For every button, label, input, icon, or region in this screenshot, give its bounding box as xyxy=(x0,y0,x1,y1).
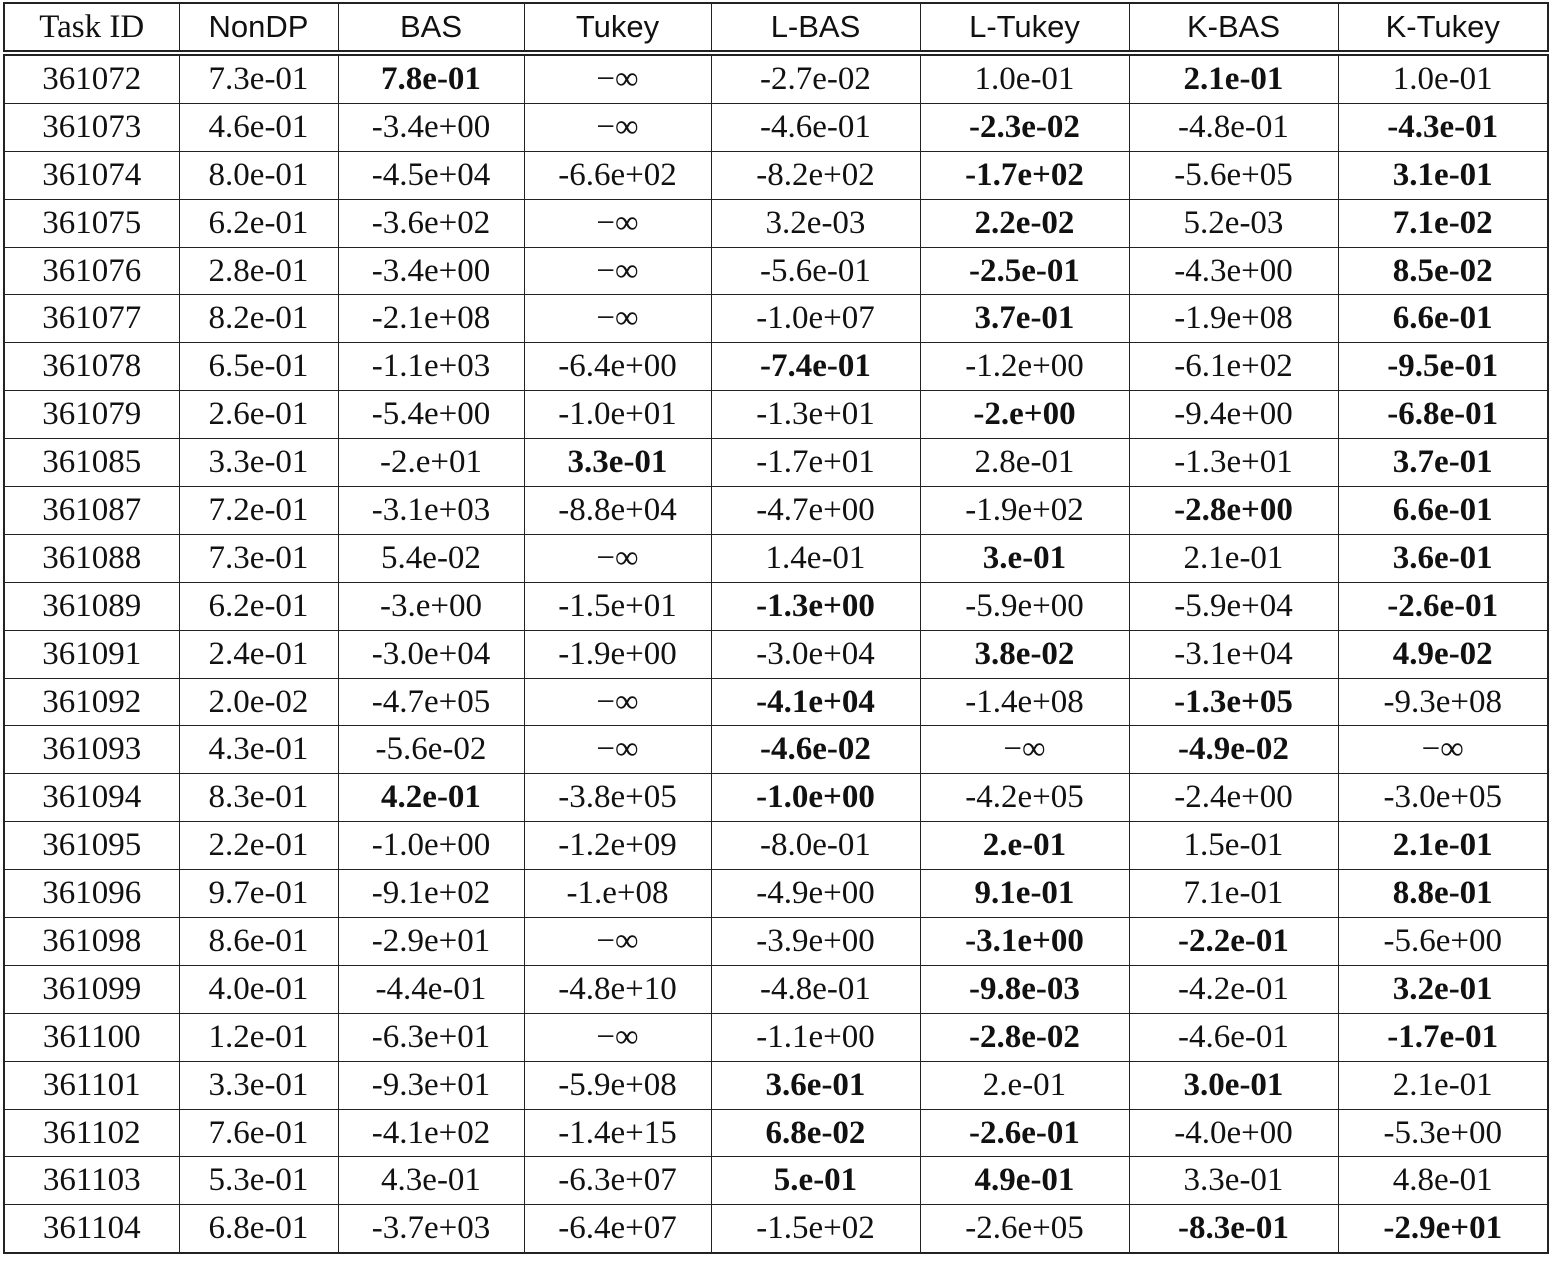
task-id-cell: 361079 xyxy=(4,391,179,439)
value-cell: 6.6e-01 xyxy=(1338,295,1548,343)
value-cell: -3.1e+03 xyxy=(338,487,524,535)
value-cell: 8.5e-02 xyxy=(1338,247,1548,295)
value-cell: 3.2e-01 xyxy=(1338,965,1548,1013)
value-cell: 4.6e-01 xyxy=(179,103,338,151)
table-row xyxy=(4,487,1548,535)
task-id-cell: 361102 xyxy=(4,1109,179,1157)
value-cell: -4.5e+04 xyxy=(338,151,524,199)
table-row xyxy=(4,774,1548,822)
value-cell: -1.e+08 xyxy=(524,870,711,918)
value-cell: -3.e+00 xyxy=(338,582,524,630)
value-cell: 2.e-01 xyxy=(920,1061,1129,1109)
value-cell: 3.7e-01 xyxy=(920,295,1129,343)
value-cell: 3.3e-01 xyxy=(179,1061,338,1109)
value-cell: -6.3e+01 xyxy=(338,1013,524,1061)
value-cell: -9.1e+02 xyxy=(338,870,524,918)
value-cell: 3.0e-01 xyxy=(1129,1061,1338,1109)
table-row xyxy=(4,1157,1548,1205)
value-cell: -3.4e+00 xyxy=(338,247,524,295)
value-cell: -9.8e-03 xyxy=(920,965,1129,1013)
value-cell: -1.3e+01 xyxy=(711,391,920,439)
value-cell: -4.7e+00 xyxy=(711,487,920,535)
task-id-cell: 361087 xyxy=(4,487,179,535)
value-cell: 2.1e-01 xyxy=(1129,534,1338,582)
task-id-cell: 361092 xyxy=(4,678,179,726)
value-cell: -1.7e+02 xyxy=(920,151,1129,199)
value-cell: -1.7e-01 xyxy=(1338,1013,1548,1061)
value-cell: 3.3e-01 xyxy=(179,439,338,487)
value-cell: -2.5e-01 xyxy=(920,247,1129,295)
value-cell: 4.9e-01 xyxy=(920,1157,1129,1205)
value-cell: 2.6e-01 xyxy=(179,391,338,439)
value-cell: -1.5e+02 xyxy=(711,1205,920,1253)
task-id-cell: 361085 xyxy=(4,439,179,487)
task-id-cell: 361099 xyxy=(4,965,179,1013)
value-cell: -6.4e+07 xyxy=(524,1205,711,1253)
value-cell: -2.8e-02 xyxy=(920,1013,1129,1061)
task-id-cell: 361093 xyxy=(4,726,179,774)
value-cell: −∞ xyxy=(524,103,711,151)
value-cell: -1.1e+00 xyxy=(711,1013,920,1061)
table-row xyxy=(4,391,1548,439)
value-cell: 2.1e-01 xyxy=(1129,53,1338,103)
value-cell: -2.4e+00 xyxy=(1129,774,1338,822)
task-id-cell: 361103 xyxy=(4,1157,179,1205)
value-cell: -4.1e+04 xyxy=(711,678,920,726)
header-row xyxy=(4,3,1548,53)
value-cell: -2.6e-01 xyxy=(920,1109,1129,1157)
value-cell: 7.3e-01 xyxy=(179,534,338,582)
value-cell: -9.5e-01 xyxy=(1338,343,1548,391)
table-row xyxy=(4,822,1548,870)
value-cell: 3.1e-01 xyxy=(1338,151,1548,199)
value-cell: -9.4e+00 xyxy=(1129,391,1338,439)
value-cell: -1.9e+08 xyxy=(1129,295,1338,343)
task-id-cell: 361078 xyxy=(4,343,179,391)
value-cell: -1.9e+02 xyxy=(920,487,1129,535)
table-row xyxy=(4,678,1548,726)
value-cell: -5.6e+00 xyxy=(1338,918,1548,966)
value-cell: 2.2e-02 xyxy=(920,199,1129,247)
task-id-cell: 361100 xyxy=(4,1013,179,1061)
task-id-cell: 361072 xyxy=(4,53,179,103)
value-cell: -4.6e-01 xyxy=(1129,1013,1338,1061)
header-l-bas: L-BAS xyxy=(711,3,920,53)
value-cell: −∞ xyxy=(524,678,711,726)
value-cell: 5.4e-02 xyxy=(338,534,524,582)
task-id-cell: 361104 xyxy=(4,1205,179,1253)
table-row xyxy=(4,1205,1548,1253)
value-cell: -1.2e+09 xyxy=(524,822,711,870)
task-id-cell: 361088 xyxy=(4,534,179,582)
value-cell: -2.8e+00 xyxy=(1129,487,1338,535)
value-cell: 8.6e-01 xyxy=(179,918,338,966)
value-cell: 3.3e-01 xyxy=(524,439,711,487)
value-cell: 6.5e-01 xyxy=(179,343,338,391)
header-k-bas: K-BAS xyxy=(1129,3,1338,53)
value-cell: 3.8e-02 xyxy=(920,630,1129,678)
value-cell: 4.8e-01 xyxy=(1338,1157,1548,1205)
value-cell: -3.6e+02 xyxy=(338,199,524,247)
table-row xyxy=(4,247,1548,295)
value-cell: -4.4e-01 xyxy=(338,965,524,1013)
value-cell: -3.0e+05 xyxy=(1338,774,1548,822)
value-cell: 1.0e-01 xyxy=(1338,53,1548,103)
table-row xyxy=(4,199,1548,247)
value-cell: 5.e-01 xyxy=(711,1157,920,1205)
value-cell: 5.2e-03 xyxy=(1129,199,1338,247)
value-cell: -2.7e-02 xyxy=(711,53,920,103)
value-cell: 1.4e-01 xyxy=(711,534,920,582)
value-cell: -8.2e+02 xyxy=(711,151,920,199)
value-cell: -6.8e-01 xyxy=(1338,391,1548,439)
value-cell: −∞ xyxy=(1338,726,1548,774)
value-cell: −∞ xyxy=(524,1013,711,1061)
value-cell: -5.4e+00 xyxy=(338,391,524,439)
value-cell: -2.6e+05 xyxy=(920,1205,1129,1253)
value-cell: -4.2e+05 xyxy=(920,774,1129,822)
value-cell: −∞ xyxy=(524,199,711,247)
value-cell: -5.9e+00 xyxy=(920,582,1129,630)
value-cell: -3.0e+04 xyxy=(338,630,524,678)
value-cell: -3.9e+00 xyxy=(711,918,920,966)
value-cell: -9.3e+01 xyxy=(338,1061,524,1109)
value-cell: −∞ xyxy=(524,295,711,343)
value-cell: 1.2e-01 xyxy=(179,1013,338,1061)
task-id-cell: 361096 xyxy=(4,870,179,918)
value-cell: 4.9e-02 xyxy=(1338,630,1548,678)
value-cell: -1.3e+01 xyxy=(1129,439,1338,487)
task-id-cell: 361091 xyxy=(4,630,179,678)
value-cell: -4.9e+00 xyxy=(711,870,920,918)
value-cell: -8.3e-01 xyxy=(1129,1205,1338,1253)
value-cell: -1.3e+00 xyxy=(711,582,920,630)
value-cell: 2.2e-01 xyxy=(179,822,338,870)
value-cell: -1.9e+00 xyxy=(524,630,711,678)
value-cell: −∞ xyxy=(524,247,711,295)
header-nondp: NonDP xyxy=(179,3,338,53)
value-cell: 3.7e-01 xyxy=(1338,439,1548,487)
header-tukey: Tukey xyxy=(524,3,711,53)
value-cell: 1.5e-01 xyxy=(1129,822,1338,870)
value-cell: -5.9e+04 xyxy=(1129,582,1338,630)
value-cell: 2.0e-02 xyxy=(179,678,338,726)
header-l-tukey: L-Tukey xyxy=(920,3,1129,53)
table-row xyxy=(4,534,1548,582)
value-cell: -6.6e+02 xyxy=(524,151,711,199)
value-cell: -1.0e+00 xyxy=(338,822,524,870)
table-row xyxy=(4,151,1548,199)
value-cell: -4.1e+02 xyxy=(338,1109,524,1157)
value-cell: -2.2e-01 xyxy=(1129,918,1338,966)
value-cell: -4.8e-01 xyxy=(711,965,920,1013)
table-row xyxy=(4,726,1548,774)
value-cell: -8.8e+04 xyxy=(524,487,711,535)
value-cell: 6.8e-01 xyxy=(179,1205,338,1253)
value-cell: -4.2e-01 xyxy=(1129,965,1338,1013)
value-cell: 8.3e-01 xyxy=(179,774,338,822)
value-cell: -1.1e+03 xyxy=(338,343,524,391)
value-cell: 4.3e-01 xyxy=(179,726,338,774)
value-cell: 7.2e-01 xyxy=(179,487,338,535)
value-cell: 7.1e-01 xyxy=(1129,870,1338,918)
table-row xyxy=(4,918,1548,966)
value-cell: 2.e-01 xyxy=(920,822,1129,870)
value-cell: -1.3e+05 xyxy=(1129,678,1338,726)
task-id-cell: 361098 xyxy=(4,918,179,966)
value-cell: 7.8e-01 xyxy=(338,53,524,103)
value-cell: 4.0e-01 xyxy=(179,965,338,1013)
value-cell: -4.9e-02 xyxy=(1129,726,1338,774)
value-cell: 2.1e-01 xyxy=(1338,822,1548,870)
value-cell: −∞ xyxy=(524,918,711,966)
task-id-cell: 361089 xyxy=(4,582,179,630)
value-cell: 2.1e-01 xyxy=(1338,1061,1548,1109)
value-cell: 3.e-01 xyxy=(920,534,1129,582)
value-cell: 2.4e-01 xyxy=(179,630,338,678)
value-cell: -4.0e+00 xyxy=(1129,1109,1338,1157)
value-cell: -3.8e+05 xyxy=(524,774,711,822)
value-cell: -4.6e-01 xyxy=(711,103,920,151)
value-cell: −∞ xyxy=(524,53,711,103)
value-cell: -1.2e+00 xyxy=(920,343,1129,391)
value-cell: -5.6e-02 xyxy=(338,726,524,774)
table-row xyxy=(4,630,1548,678)
table-row xyxy=(4,1109,1548,1157)
value-cell: 7.1e-02 xyxy=(1338,199,1548,247)
value-cell: -1.0e+00 xyxy=(711,774,920,822)
value-cell: -3.7e+03 xyxy=(338,1205,524,1253)
task-id-cell: 361076 xyxy=(4,247,179,295)
value-cell: 9.1e-01 xyxy=(920,870,1129,918)
table-header xyxy=(4,3,1548,53)
table-row xyxy=(4,343,1548,391)
table-row xyxy=(4,439,1548,487)
value-cell: 4.3e-01 xyxy=(338,1157,524,1205)
table-row xyxy=(4,1061,1548,1109)
task-id-cell: 361094 xyxy=(4,774,179,822)
value-cell: -3.1e+04 xyxy=(1129,630,1338,678)
table-row xyxy=(4,582,1548,630)
value-cell: 8.8e-01 xyxy=(1338,870,1548,918)
value-cell: -4.6e-02 xyxy=(711,726,920,774)
value-cell: -1.7e+01 xyxy=(711,439,920,487)
value-cell: 2.8e-01 xyxy=(920,439,1129,487)
value-cell: 7.6e-01 xyxy=(179,1109,338,1157)
value-cell: -1.0e+01 xyxy=(524,391,711,439)
value-cell: 6.6e-01 xyxy=(1338,487,1548,535)
value-cell: 1.0e-01 xyxy=(920,53,1129,103)
value-cell: 2.8e-01 xyxy=(179,247,338,295)
value-cell: -2.9e+01 xyxy=(338,918,524,966)
value-cell: -4.8e+10 xyxy=(524,965,711,1013)
header-task-id: Task ID xyxy=(4,3,179,53)
table-row xyxy=(4,965,1548,1013)
value-cell: 3.6e-01 xyxy=(1338,534,1548,582)
value-cell: -9.3e+08 xyxy=(1338,678,1548,726)
value-cell: −∞ xyxy=(524,726,711,774)
value-cell: −∞ xyxy=(524,534,711,582)
task-id-cell: 361077 xyxy=(4,295,179,343)
value-cell: -3.1e+00 xyxy=(920,918,1129,966)
value-cell: -2.9e+01 xyxy=(1338,1205,1548,1253)
value-cell: 6.2e-01 xyxy=(179,582,338,630)
task-id-cell: 361074 xyxy=(4,151,179,199)
table-row xyxy=(4,870,1548,918)
value-cell: -1.4e+08 xyxy=(920,678,1129,726)
task-id-cell: 361095 xyxy=(4,822,179,870)
value-cell: -3.0e+04 xyxy=(711,630,920,678)
value-cell: 6.8e-02 xyxy=(711,1109,920,1157)
value-cell: -5.6e+05 xyxy=(1129,151,1338,199)
value-cell: 9.7e-01 xyxy=(179,870,338,918)
header-bas: BAS xyxy=(338,3,524,53)
value-cell: -3.4e+00 xyxy=(338,103,524,151)
task-id-cell: 361073 xyxy=(4,103,179,151)
task-id-cell: 361101 xyxy=(4,1061,179,1109)
value-cell: 4.2e-01 xyxy=(338,774,524,822)
value-cell: -1.5e+01 xyxy=(524,582,711,630)
value-cell: 6.2e-01 xyxy=(179,199,338,247)
value-cell: -2.3e-02 xyxy=(920,103,1129,151)
value-cell: 3.2e-03 xyxy=(711,199,920,247)
value-cell: -5.3e+00 xyxy=(1338,1109,1548,1157)
value-cell: -1.4e+15 xyxy=(524,1109,711,1157)
table-row xyxy=(4,1013,1548,1061)
value-cell: 7.3e-01 xyxy=(179,53,338,103)
value-cell: -4.3e-01 xyxy=(1338,103,1548,151)
value-cell: -6.3e+07 xyxy=(524,1157,711,1205)
value-cell: -1.0e+07 xyxy=(711,295,920,343)
table-row xyxy=(4,103,1548,151)
task-id-cell: 361075 xyxy=(4,199,179,247)
value-cell: -4.3e+00 xyxy=(1129,247,1338,295)
table-row xyxy=(4,53,1548,103)
table-row xyxy=(4,295,1548,343)
value-cell: -6.1e+02 xyxy=(1129,343,1338,391)
value-cell: -6.4e+00 xyxy=(524,343,711,391)
value-cell: −∞ xyxy=(920,726,1129,774)
value-cell: -4.8e-01 xyxy=(1129,103,1338,151)
value-cell: -5.9e+08 xyxy=(524,1061,711,1109)
value-cell: -7.4e-01 xyxy=(711,343,920,391)
results-table xyxy=(3,2,1549,1254)
value-cell: -2.e+00 xyxy=(920,391,1129,439)
value-cell: 3.6e-01 xyxy=(711,1061,920,1109)
value-cell: 8.2e-01 xyxy=(179,295,338,343)
table-body xyxy=(4,53,1548,1253)
value-cell: -8.0e-01 xyxy=(711,822,920,870)
value-cell: 3.3e-01 xyxy=(1129,1157,1338,1205)
header-k-tukey: K-Tukey xyxy=(1338,3,1548,53)
value-cell: -2.e+01 xyxy=(338,439,524,487)
value-cell: 8.0e-01 xyxy=(179,151,338,199)
value-cell: -4.7e+05 xyxy=(338,678,524,726)
value-cell: 5.3e-01 xyxy=(179,1157,338,1205)
value-cell: -5.6e-01 xyxy=(711,247,920,295)
value-cell: -2.1e+08 xyxy=(338,295,524,343)
value-cell: -2.6e-01 xyxy=(1338,582,1548,630)
